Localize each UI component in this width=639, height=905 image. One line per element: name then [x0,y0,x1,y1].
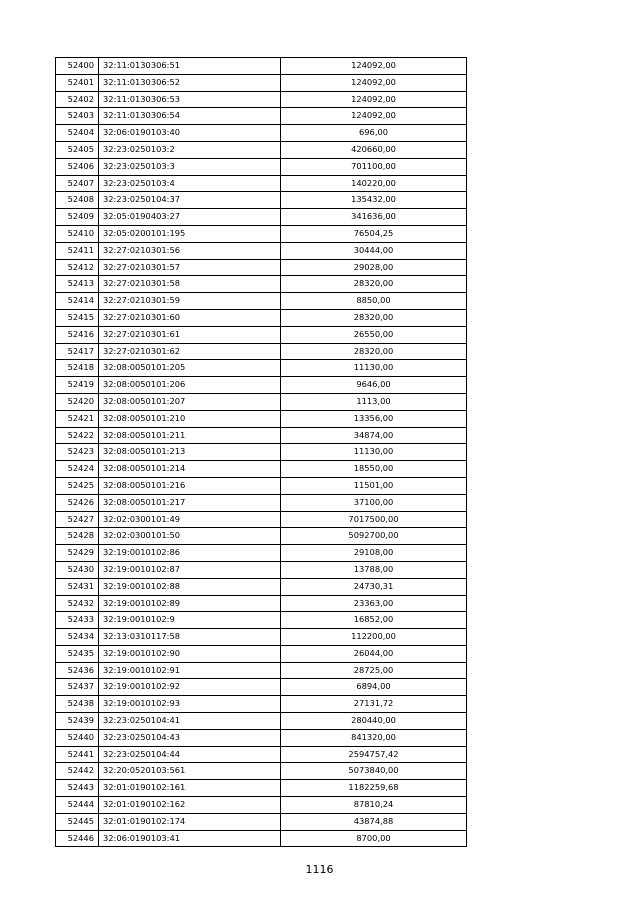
value-cell: 37100,00 [281,494,467,511]
table-row [56,225,467,242]
value-cell: 112200,00 [281,629,467,646]
cadastral-number-cell: 32:19:0010102:89 [99,595,281,612]
cadastral-number-cell: 32:13:0310117:58 [99,629,281,646]
table-row [56,511,467,528]
cadastral-number-cell: 32:23:0250104:37 [99,192,281,209]
table-row [56,629,467,646]
row-number-cell: 52429 [56,545,99,562]
table-row [56,813,467,830]
table-row [56,74,467,91]
cadastral-number-cell: 32:08:0050101:214 [99,461,281,478]
cadastral-number-cell: 32:19:0010102:87 [99,561,281,578]
table-row [56,158,467,175]
row-number-cell: 52437 [56,679,99,696]
cadastral-number-cell: 32:23:0250104:43 [99,729,281,746]
table-row [56,780,467,797]
cadastral-number-cell: 32:01:0190102:162 [99,797,281,814]
row-number-cell: 52411 [56,242,99,259]
value-cell: 28320,00 [281,309,467,326]
value-cell: 16852,00 [281,612,467,629]
value-cell: 23363,00 [281,595,467,612]
row-number-cell: 52400 [56,58,99,75]
table-row [56,343,467,360]
cadastral-number-cell: 32:27:0210301:56 [99,242,281,259]
row-number-cell: 52427 [56,511,99,528]
value-cell: 6894,00 [281,679,467,696]
table-row [56,427,467,444]
value-cell: 8700,00 [281,830,467,847]
value-cell: 28320,00 [281,276,467,293]
row-number-cell: 52409 [56,209,99,226]
cadastral-value-table [55,57,467,847]
table-body [56,58,467,847]
row-number-cell: 52442 [56,763,99,780]
table-row [56,209,467,226]
cadastral-number-cell: 32:27:0210301:58 [99,276,281,293]
value-cell: 5092700,00 [281,528,467,545]
table-row [56,528,467,545]
table-row [56,746,467,763]
row-number-cell: 52439 [56,713,99,730]
row-number-cell: 52420 [56,393,99,410]
value-cell: 28725,00 [281,662,467,679]
row-number-cell: 52436 [56,662,99,679]
value-cell: 11130,00 [281,360,467,377]
row-number-cell: 52403 [56,108,99,125]
row-number-cell: 52421 [56,410,99,427]
row-number-cell: 52446 [56,830,99,847]
row-number-cell: 52432 [56,595,99,612]
table-row [56,561,467,578]
cadastral-number-cell: 32:19:0010102:90 [99,645,281,662]
table-row [56,729,467,746]
value-cell: 1113,00 [281,393,467,410]
cadastral-number-cell: 32:06:0190103:40 [99,125,281,142]
row-number-cell: 52406 [56,158,99,175]
cadastral-number-cell: 32:27:0210301:57 [99,259,281,276]
row-number-cell: 52401 [56,74,99,91]
value-cell: 280440,00 [281,713,467,730]
cadastral-number-cell: 32:19:0010102:86 [99,545,281,562]
table-row [56,175,467,192]
table-row [56,444,467,461]
row-number-cell: 52434 [56,629,99,646]
cadastral-number-cell: 32:05:0190403:27 [99,209,281,226]
table-row [56,108,467,125]
table-row [56,662,467,679]
row-number-cell: 52410 [56,225,99,242]
table-row [56,494,467,511]
cadastral-number-cell: 32:23:0250103:3 [99,158,281,175]
cadastral-number-cell: 32:23:0250104:44 [99,746,281,763]
row-number-cell: 52433 [56,612,99,629]
row-number-cell: 52430 [56,561,99,578]
value-cell: 9646,00 [281,377,467,394]
cadastral-number-cell: 32:01:0190102:161 [99,780,281,797]
row-number-cell: 52435 [56,645,99,662]
cadastral-number-cell: 32:11:0130306:51 [99,58,281,75]
cadastral-number-cell: 32:23:0250103:4 [99,175,281,192]
cadastral-number-cell: 32:08:0050101:217 [99,494,281,511]
cadastral-number-cell: 32:19:0010102:93 [99,696,281,713]
cadastral-number-cell: 32:11:0130306:52 [99,74,281,91]
cadastral-number-cell: 32:02:0300101:50 [99,528,281,545]
cadastral-number-cell: 32:27:0210301:62 [99,343,281,360]
value-cell: 13356,00 [281,410,467,427]
table-row [56,360,467,377]
row-number-cell: 52416 [56,326,99,343]
cadastral-number-cell: 32:08:0050101:210 [99,410,281,427]
cadastral-number-cell: 32:19:0010102:88 [99,578,281,595]
table-row [56,410,467,427]
cadastral-number-cell: 32:08:0050101:211 [99,427,281,444]
value-cell: 26550,00 [281,326,467,343]
row-number-cell: 52440 [56,729,99,746]
row-number-cell: 52418 [56,360,99,377]
row-number-cell: 52415 [56,309,99,326]
row-number-cell: 52438 [56,696,99,713]
row-number-cell: 52431 [56,578,99,595]
cadastral-number-cell: 32:19:0010102:9 [99,612,281,629]
value-cell: 13788,00 [281,561,467,578]
cadastral-number-cell: 32:27:0210301:61 [99,326,281,343]
row-number-cell: 52402 [56,91,99,108]
row-number-cell: 52424 [56,461,99,478]
value-cell: 5073840,00 [281,763,467,780]
value-cell: 29028,00 [281,259,467,276]
value-cell: 135432,00 [281,192,467,209]
value-cell: 124092,00 [281,91,467,108]
row-number-cell: 52414 [56,293,99,310]
cadastral-number-cell: 32:08:0050101:205 [99,360,281,377]
table-row [56,595,467,612]
cadastral-number-cell: 32:19:0010102:92 [99,679,281,696]
table-row [56,713,467,730]
value-cell: 7017500,00 [281,511,467,528]
value-cell: 124092,00 [281,108,467,125]
value-cell: 30444,00 [281,242,467,259]
row-number-cell: 52444 [56,797,99,814]
table-row [56,125,467,142]
table-row [56,477,467,494]
table-row [56,293,467,310]
table-row [56,393,467,410]
table-row [56,645,467,662]
cadastral-number-cell: 32:23:0250104:41 [99,713,281,730]
value-cell: 43874,88 [281,813,467,830]
table-row [56,242,467,259]
table-row [56,259,467,276]
cadastral-number-cell: 32:27:0210301:59 [99,293,281,310]
table-row [56,141,467,158]
table-row [56,797,467,814]
value-cell: 29108,00 [281,545,467,562]
row-number-cell: 52405 [56,141,99,158]
value-cell: 34874,00 [281,427,467,444]
row-number-cell: 52422 [56,427,99,444]
value-cell: 76504,25 [281,225,467,242]
value-cell: 11130,00 [281,444,467,461]
value-cell: 18550,00 [281,461,467,478]
value-cell: 24730,31 [281,578,467,595]
table-row [56,326,467,343]
table-row [56,192,467,209]
table-row [56,696,467,713]
cadastral-number-cell: 32:08:0050101:216 [99,477,281,494]
row-number-cell: 52428 [56,528,99,545]
row-number-cell: 52443 [56,780,99,797]
cadastral-number-cell: 32:08:0050101:206 [99,377,281,394]
cadastral-number-cell: 32:20:0520103:561 [99,763,281,780]
value-cell: 696,00 [281,125,467,142]
table-row [56,276,467,293]
table-row [56,763,467,780]
value-cell: 420660,00 [281,141,467,158]
cadastral-number-cell: 32:11:0130306:54 [99,108,281,125]
value-cell: 140220,00 [281,175,467,192]
value-cell: 341636,00 [281,209,467,226]
cadastral-number-cell: 32:11:0130306:53 [99,91,281,108]
value-cell: 841320,00 [281,729,467,746]
table-row [56,91,467,108]
table-row [56,612,467,629]
row-number-cell: 52423 [56,444,99,461]
row-number-cell: 52407 [56,175,99,192]
row-number-cell: 52408 [56,192,99,209]
row-number-cell: 52425 [56,477,99,494]
table-row [56,377,467,394]
value-cell: 26044,00 [281,645,467,662]
cadastral-number-cell: 32:08:0050101:213 [99,444,281,461]
value-cell: 28320,00 [281,343,467,360]
row-number-cell: 52404 [56,125,99,142]
page-number: 1116 [305,863,334,876]
value-cell: 27131,72 [281,696,467,713]
table-row [56,578,467,595]
row-number-cell: 52419 [56,377,99,394]
row-number-cell: 52413 [56,276,99,293]
value-cell: 2594757,42 [281,746,467,763]
table-row [56,679,467,696]
table-row [56,58,467,75]
row-number-cell: 52412 [56,259,99,276]
value-cell: 8850,00 [281,293,467,310]
row-number-cell: 52426 [56,494,99,511]
value-cell: 124092,00 [281,74,467,91]
value-cell: 701100,00 [281,158,467,175]
cadastral-number-cell: 32:27:0210301:60 [99,309,281,326]
cadastral-number-cell: 32:23:0250103:2 [99,141,281,158]
cadastral-number-cell: 32:01:0190102:174 [99,813,281,830]
table-row [56,830,467,847]
value-cell: 11501,00 [281,477,467,494]
cadastral-number-cell: 32:06:0190103:41 [99,830,281,847]
table-row [56,461,467,478]
cadastral-number-cell: 32:19:0010102:91 [99,662,281,679]
cadastral-number-cell: 32:08:0050101:207 [99,393,281,410]
table-row [56,309,467,326]
cadastral-number-cell: 32:02:0300101:49 [99,511,281,528]
row-number-cell: 52417 [56,343,99,360]
value-cell: 1182259,68 [281,780,467,797]
value-cell: 124092,00 [281,58,467,75]
cadastral-number-cell: 32:05:0200101:195 [99,225,281,242]
row-number-cell: 52445 [56,813,99,830]
value-cell: 87810,24 [281,797,467,814]
row-number-cell: 52441 [56,746,99,763]
table-row [56,545,467,562]
